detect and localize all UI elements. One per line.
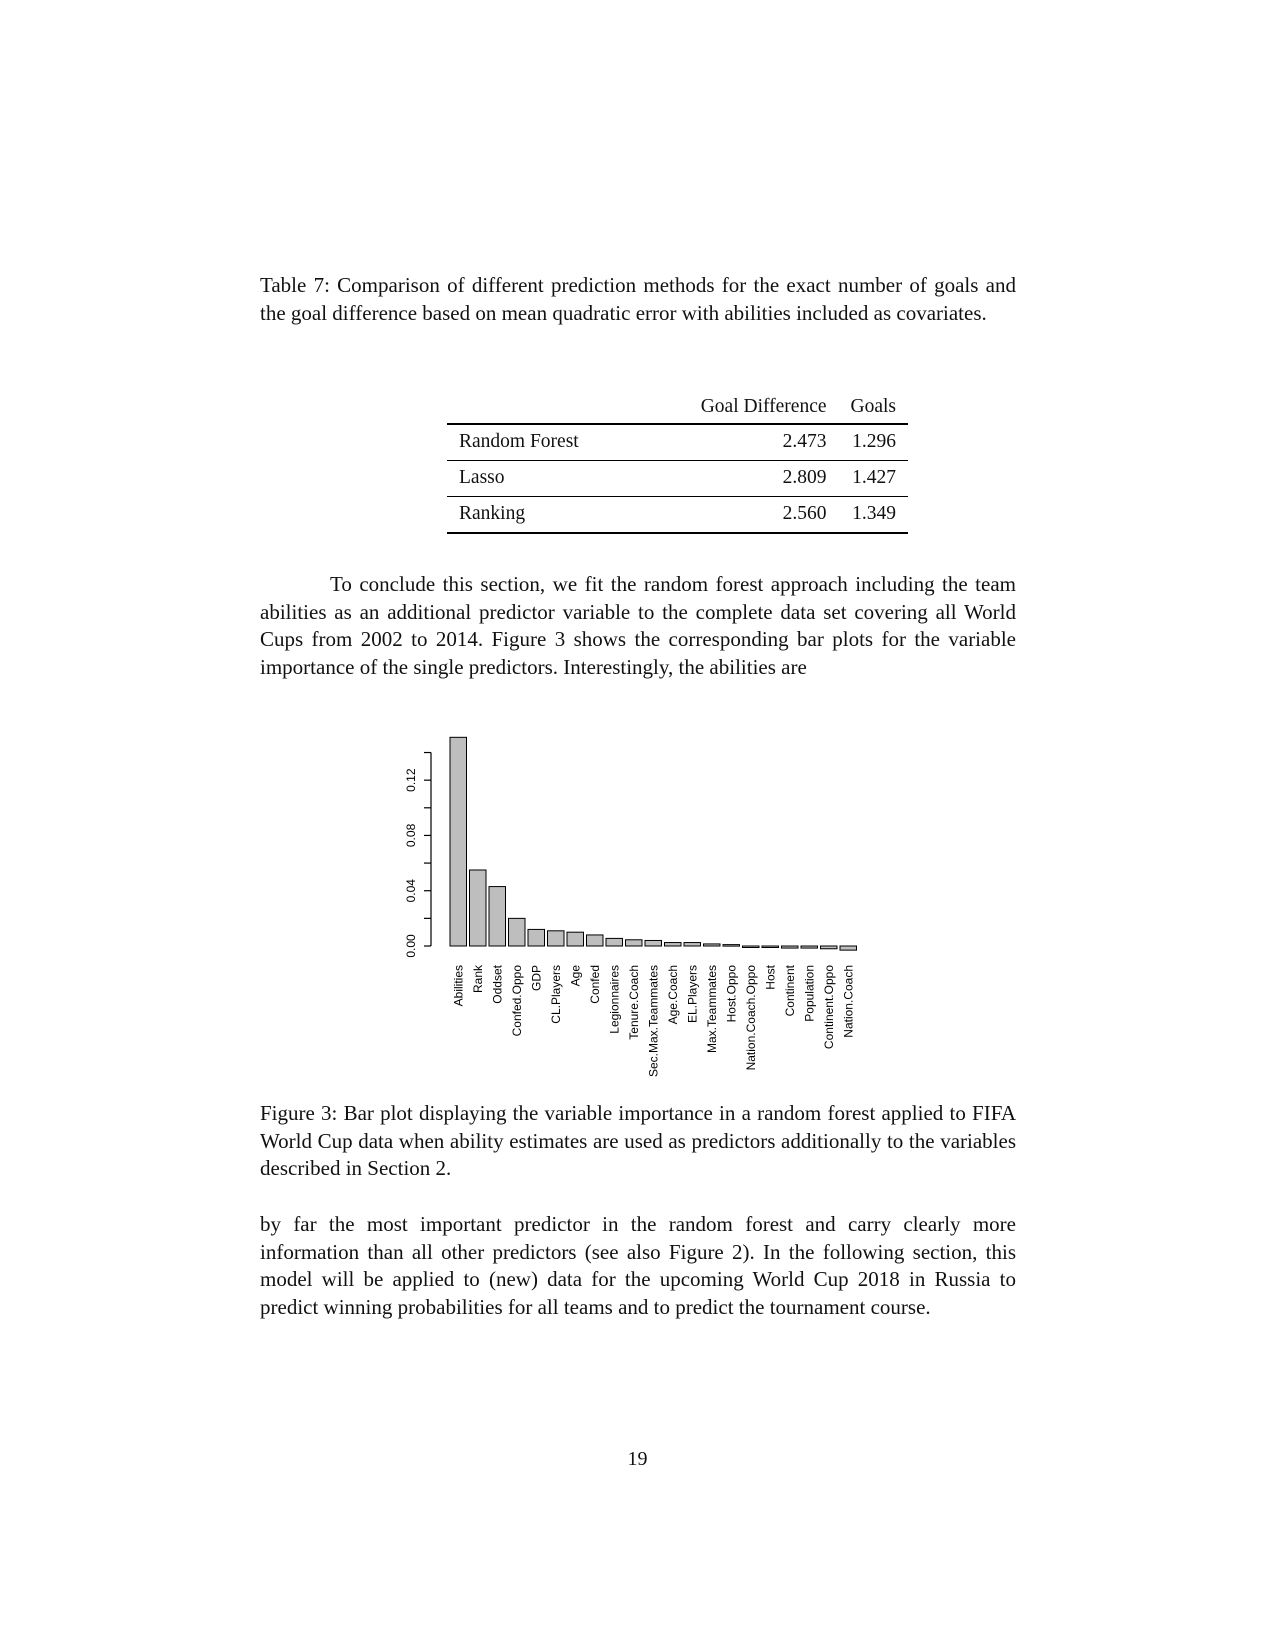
x-tick-label: Legionnaires: [607, 965, 622, 1034]
bar-rank: [470, 870, 487, 946]
x-tick-label: Sec.Max.Teammates: [646, 965, 661, 1078]
x-tick-label: Tenure.Coach: [626, 965, 641, 1040]
bar-host: [762, 946, 779, 948]
x-tick-label: GDP: [529, 965, 544, 992]
x-tick-label: Abilities: [451, 965, 466, 1007]
bar-el-players: [684, 943, 701, 946]
x-tick-label: Age: [568, 965, 583, 987]
x-tick-label: Continent: [782, 965, 797, 1017]
y-tick-label: 0.00: [404, 934, 418, 958]
bar-age-coach: [665, 943, 682, 946]
y-tick-label: 0.04: [404, 879, 418, 903]
bar-confed: [587, 935, 604, 946]
bar-continent-oppo: [821, 946, 838, 949]
bar-confed-oppo: [509, 918, 526, 946]
bar-abilities: [450, 737, 467, 946]
row-goals: 1.296: [852, 431, 896, 452]
bar-continent: [782, 946, 799, 948]
row-goal-difference: 2.473: [782, 431, 827, 452]
bar-gdp: [528, 929, 545, 946]
bar-nation-coach-oppo: [743, 946, 760, 948]
x-tick-label: Age.Coach: [665, 965, 680, 1025]
x-tick-label: Confed: [587, 965, 602, 1004]
bar-host-oppo: [723, 945, 740, 947]
x-tick-label: Nation.Coach.Oppo: [743, 965, 758, 1071]
x-tick-label: Host: [763, 965, 778, 990]
table-caption: Table 7: Comparison of different prediction methods for the exact number of goals and the goal difference based on mean quadratic error with abilities included as covariates.: [260, 273, 1016, 325]
bar-oddset: [489, 887, 506, 946]
x-tick-label: Continent.Oppo: [821, 965, 836, 1050]
x-tick-label: Host.Oppo: [724, 965, 739, 1023]
body-paragraph-1: To conclude this section, we fit the random forest approach including the team abilities as an additional predictor variable to the complete data set covering all World Cups from 2002 to 2014. Figure 3 shows the corresponding bar plots for the variable importance of the single predictors. Interestingly, the abilities are: [260, 572, 1016, 679]
bar-nation-coach: [840, 946, 857, 950]
bar-age: [567, 932, 584, 946]
x-tick-label: Max.Teammates: [704, 965, 719, 1054]
x-tick-label: Nation.Coach: [841, 965, 856, 1038]
x-tick-label: EL.Players: [685, 965, 700, 1024]
row-goal-difference: 2.560: [782, 503, 827, 524]
row-method: Lasso: [459, 467, 505, 488]
row-method: Random Forest: [459, 431, 579, 452]
x-tick-label: CL.Players: [548, 965, 563, 1024]
row-goal-difference: 2.809: [782, 467, 827, 488]
row-goals: 1.427: [852, 467, 896, 488]
y-tick-label: 0.08: [404, 823, 418, 848]
bar-sec-max-teammates: [645, 940, 662, 946]
x-tick-label: Confed.Oppo: [509, 965, 524, 1037]
x-tick-label: Population: [802, 965, 817, 1022]
page-number: 19: [627, 1448, 648, 1470]
x-tick-label: Oddset: [490, 965, 505, 1004]
bar-tenure-coach: [626, 940, 643, 946]
row-method: Ranking: [459, 503, 526, 524]
y-tick-label: 0.12: [404, 768, 418, 792]
figure-caption: Figure 3: Bar plot displaying the variable importance in a random forest applied to FIFA World Cup data when ability estimates are used as predictors additionally to the variables described in Section 2.: [260, 1101, 1016, 1181]
bar-max-teammates: [704, 944, 721, 946]
body-paragraph-2: by far the most important predictor in the random forest and carry clearly more information than all other predictors (see also Figure 2). In the following section, this model will be applied to (new) data for the upcoming World Cup 2018 in Russia to predict winning probabilities for all teams and to predict the tournament course.: [260, 1212, 1016, 1319]
bar-population: [801, 946, 818, 948]
header-goals: Goals: [850, 396, 896, 417]
bar-cl-players: [548, 931, 565, 946]
row-goals: 1.349: [852, 503, 896, 524]
x-tick-label: Rank: [470, 965, 485, 994]
header-goal-difference: Goal Difference: [700, 396, 827, 417]
bar-legionnaires: [606, 938, 623, 946]
